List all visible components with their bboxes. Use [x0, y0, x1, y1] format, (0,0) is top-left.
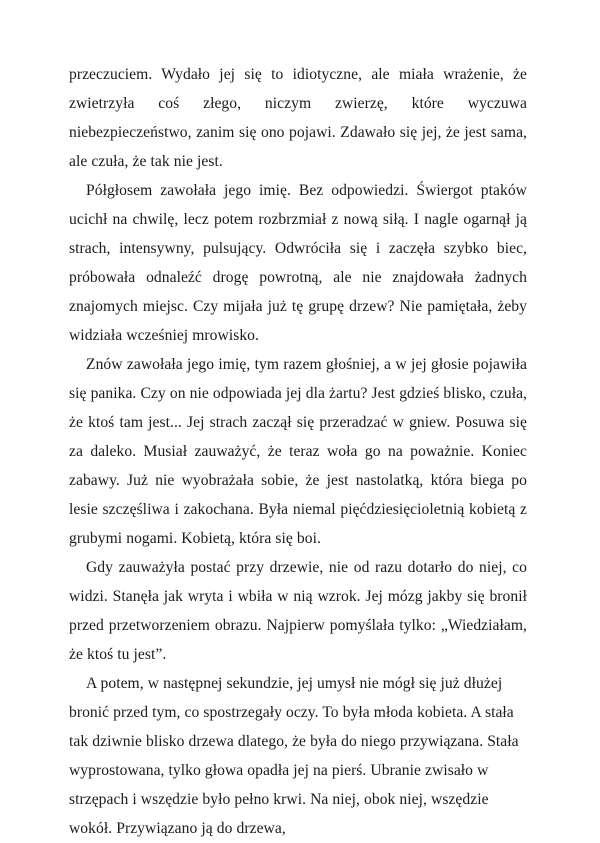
- paragraph: Gdy zauważyła postać przy drzewie, nie od razu dotarło do niej, co widzi. Stanęła jak wryta i wbiła w nią wzrok. Jej mózg jakby się bronił przed przetworzeniem obrazu. Najpierw pomyślała tylko: „Wiedziałam, że ktoś tu jest”.: [69, 559, 527, 663]
- paragraph: Znów zawołała jego imię, tym razem głośniej, a w jej głosie pojawiła się panika. Czy on nie odpowiada jej dla żartu? Jest gdzieś blisko, czuła, że ktoś tam jest... Jej strach zaczął się przeradzać w gniew. Posuwa się za daleko. Musiał zauważyć, że teraz woła go na poważnie. Koniec zabawy. Już nie wyobrażała sobie, że jest nastolatką, która biega po lesie szczęśliwa i zakochana. Była niemal pięćdziesięcioletnią kobietą z grubymi nogami. Kobietą, która się boi.: [69, 356, 527, 547]
- page-text-block: [69, 60, 527, 843]
- paragraph: Półgłosem zawołała jego imię. Bez odpowiedzi. Świergot ptaków ucichł na chwilę, lecz potem rozbrzmiał z nową siłą. I nagle ogarnął ją strach, intensywny, pulsujący. Odwróciła się i zaczęła szybko biec, próbowała odnaleźć drogę powrotną, ale nie znajdowała żadnych znajomych miejsc. Czy mijała już tę grupę drzew? Nie pamiętała, żeby widziała wcześniej mrowisko.: [69, 182, 527, 344]
- paragraph: przeczuciem. Wydało jej się to idiotyczne, ale miała wrażenie, że zwietrzyła coś złego, niczym zwierzę, które wyczuwa niebezpieczeństwo, zanim się ono pojawi. Zdawało się jej, że jest sama, ale czuła, że tak nie jest.: [69, 66, 527, 170]
- paragraph: A potem, w następnej sekundzie, jej umysł nie mógł się już dłużej bronić przed tym, co spostrzegały oczy. To była młoda kobieta. A stała tak dziwnie blisko drzewa dlatego, że była do niego przywiązana. Stała wyprostowana, tylko głowa opadła jej na pierś. Ubranie zwisało w strzępach i wszędzie było pełno krwi. Na niej, obok niej, wszędzie wokół. Przywiązano ją do drzewa,: [69, 675, 519, 837]
